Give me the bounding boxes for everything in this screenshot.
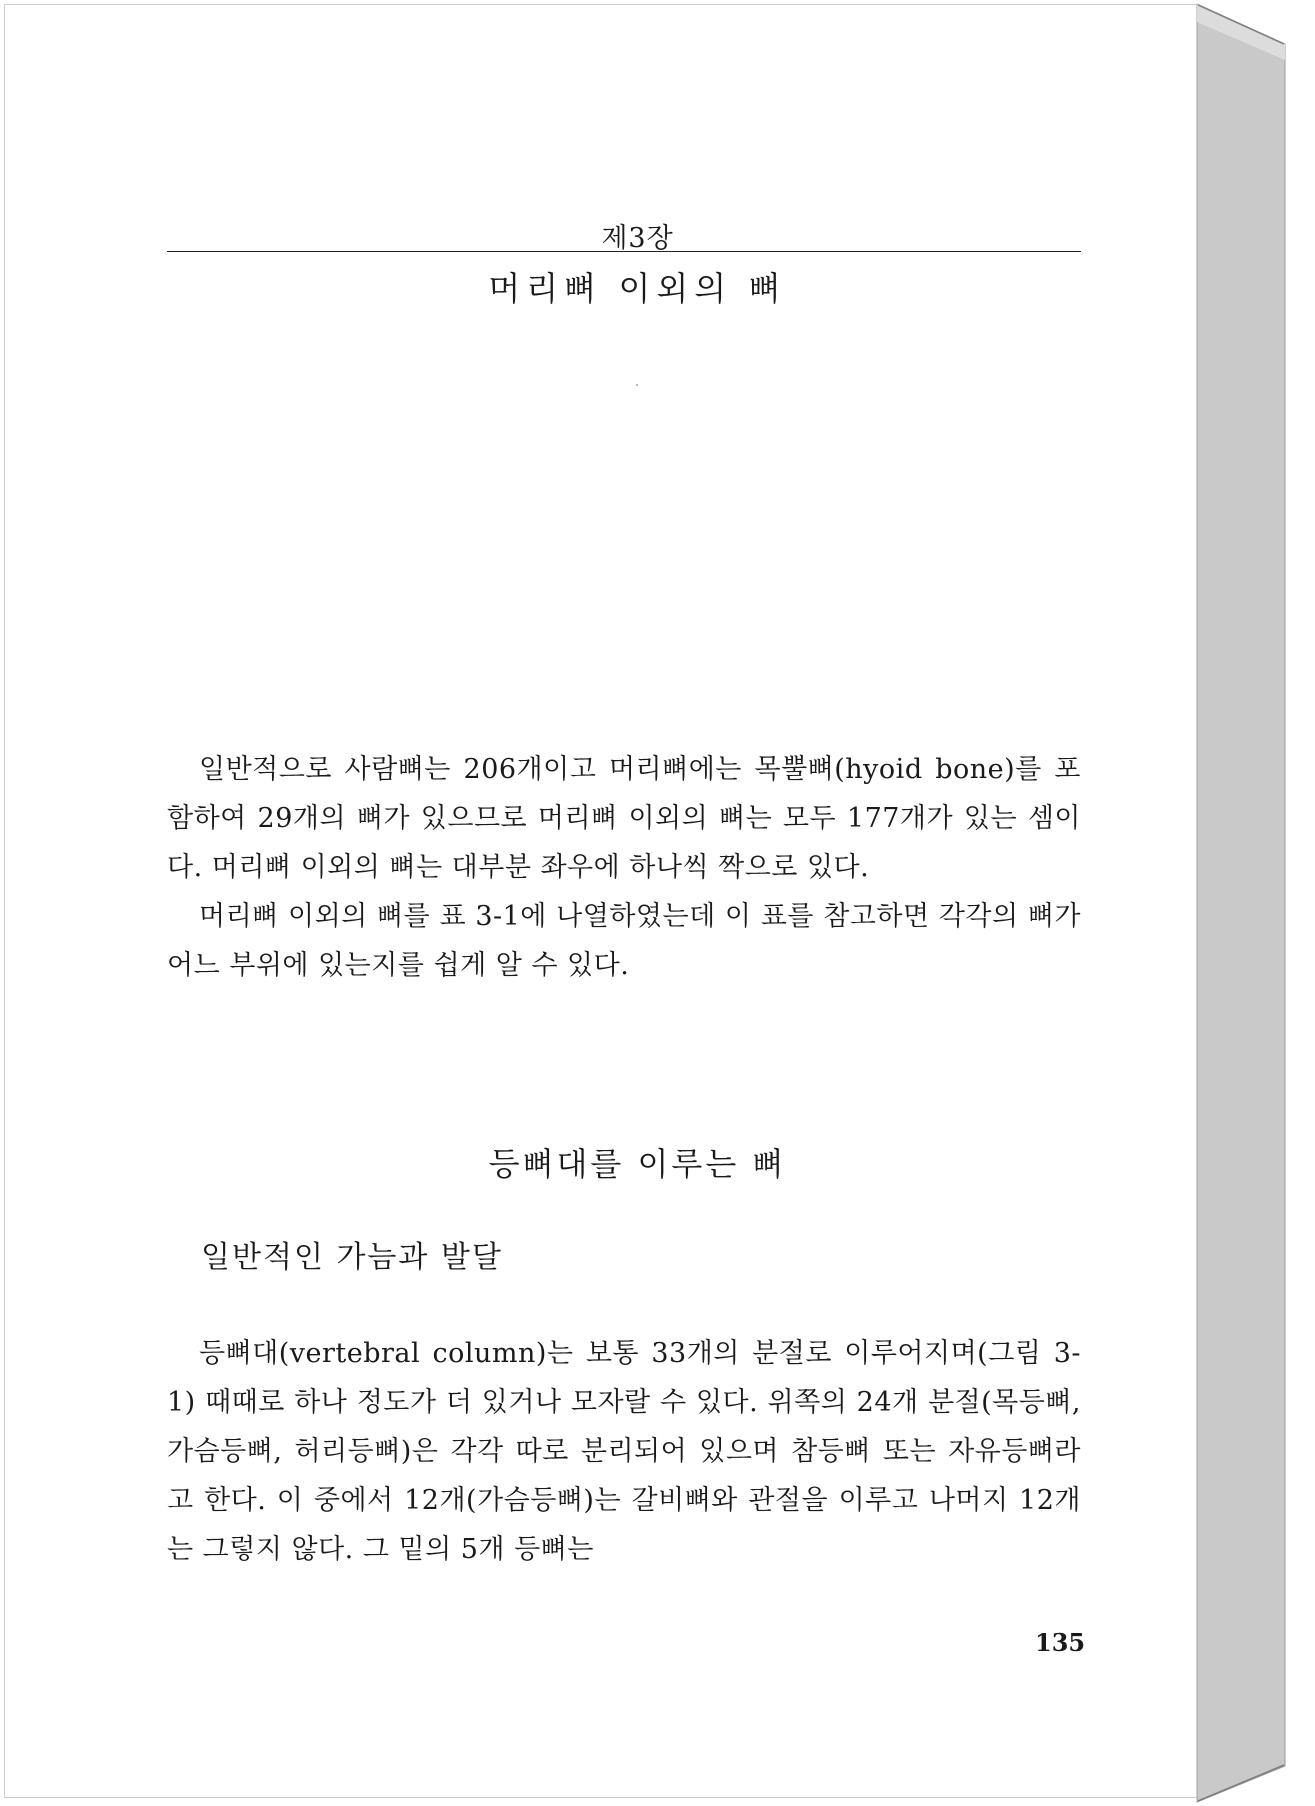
vertebral-paragraph: 등뼈대(vertebral column)는 보통 33개의 분절로 이루어지며(그림 3-1) 때때로 하나 정도가 더 있거나 모자랄 수 있다. 위쪽의 24개 분절(목등뼈, 가슴등뼈, 허리등뼈)은 각각 따로 분리되어 있으며 참등뼈 또는 자유등뼈라고 한다. 이 중에서 12개(가슴등뼈)는 갈비뼈와 관절을 이루고 나머지 12개는 그렇지 않다. 그 밑의 5개 등뼈는	[167, 1338, 1081, 1565]
chapter-label: 제3장	[601, 223, 674, 254]
section-title: 등뼈대를 이루는 뼈	[488, 1145, 787, 1183]
intro-paragraph-1: 일반적으로 사람뼈는 206개이고 머리뼈에는 목뿔뼈(hyoid bone)를 포함하여 29개의 뼈가 있으므로 머리뼈 이외의 뼈는 모두 177개가 있는 셈이다. 머리뼈 이외의 뼈는 대부분 좌우에 하나씩 짝으로 있다.	[167, 754, 1081, 883]
vertebral-text	[167, 1329, 1081, 1574]
book-page	[4, 4, 1197, 1798]
page-number: 135	[1035, 1628, 1086, 1657]
scan-speck	[636, 384, 638, 386]
chapter-divider	[167, 251, 1081, 252]
intro-paragraph-2: 머리뼈 이외의 뼈를 표 3-1에 나열하였는데 이 표를 참고하면 각각의 뼈가 어느 부위에 있는지를 쉽게 알 수 있다.	[167, 901, 1081, 981]
subsection-title: 일반적인 가늠과 발달	[201, 1240, 503, 1275]
intro-text	[167, 745, 1081, 990]
chapter-title: 머리뼈 이외의 뼈	[488, 269, 787, 308]
